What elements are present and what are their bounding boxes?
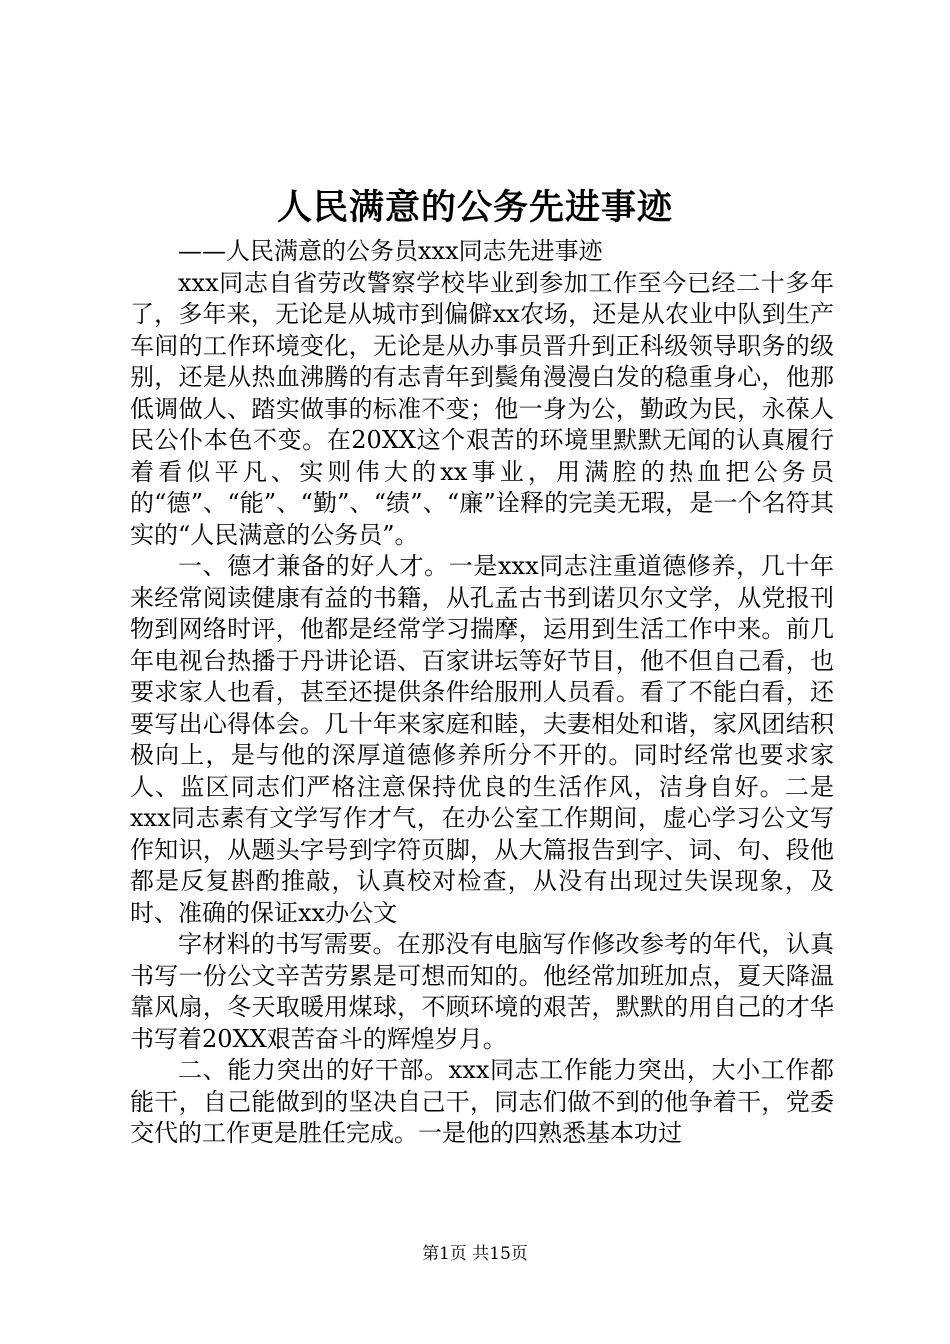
page-footer: 第1页 共15页 xyxy=(422,1244,528,1264)
document-subtitle: ——人民满意的公务员xxx同志先进事迹 xyxy=(178,237,603,265)
paragraph-intro: xxx同志自省劳改警察学校毕业到参加工作至今已经二十多年了，多年来，无论是从城市到偏僻xx农场，还是从农业中队到生产车间的工作环境变化，无论是从办事员晋升到正科级领导职务的级别，还是从热血沸腾的有志青年到鬓角漫漫白发的稳重身心，他那低调做人、踏实做事的标准不变；他一身为公，勤政为民，永葆人民公仆本色不变。在20XX这个艰苦的环境里默默无闻的认真履行着看似平凡、实则伟大的xx事业，用满腔的热血把公务员的“德”、“能”、“勤”、“绩”、“廉”诠释的完美无瑕，是一个名符其实的“人民满意的公务员”。 xyxy=(130,268,834,549)
paragraph-continuation: 字材料的书写需要。在那没有电脑写作修改参考的年代，认真书写一份公文辛苦劳累是可想而知的。他经常加班加点，夏天降温靠风扇，冬天取暖用煤球，不顾环境的艰苦，默默的用自己的才华书写着20XX艰苦奋斗的辉煌岁月。 xyxy=(130,930,834,1053)
paragraph-section-2: 二、能力突出的好干部。xxx同志工作能力突出，大小工作都能干，自己能做到的坚决自己干，同志们做不到的他争着干，党委交代的工作更是胜任完成。一是他的四熟悉基本功过 xyxy=(130,1056,834,1147)
paragraph-section-1: 一、德才兼备的好人才。一是xxx同志注重道德修养，几十年来经常阅读健康有益的书籍，从孔孟古书到诺贝尔文学，从党报刊物到网络时评，他都是经常学习揣摩，运用到生活工作中来。前几年电视台热播于丹讲论语、百家讲坛等好节目，他不但自己看，也要求家人也看，甚至还提供条件给服刑人员看。看了不能白看，还要写出心得体会。几十年来家庭和睦，夫妻相处和谐，家风团结积极向上，是与他的深厚道德修养所分不开的。同时经常也要求家人、监区同志们严格注意保持优良的生活作风，洁身自好。二是xxx同志素有文学写作才气，在办公室工作期间，虚心学习公文写作知识，从题头字号到字符页脚，从大篇报告到字、词、句、段他都是反复斟酌推敲，认真校对检查，从没有出现过失误现象，及时、准确的保证xx办公文 xyxy=(130,552,834,927)
document-title: 人民满意的公务先进事迹 xyxy=(276,187,673,228)
document-body xyxy=(130,236,834,1150)
